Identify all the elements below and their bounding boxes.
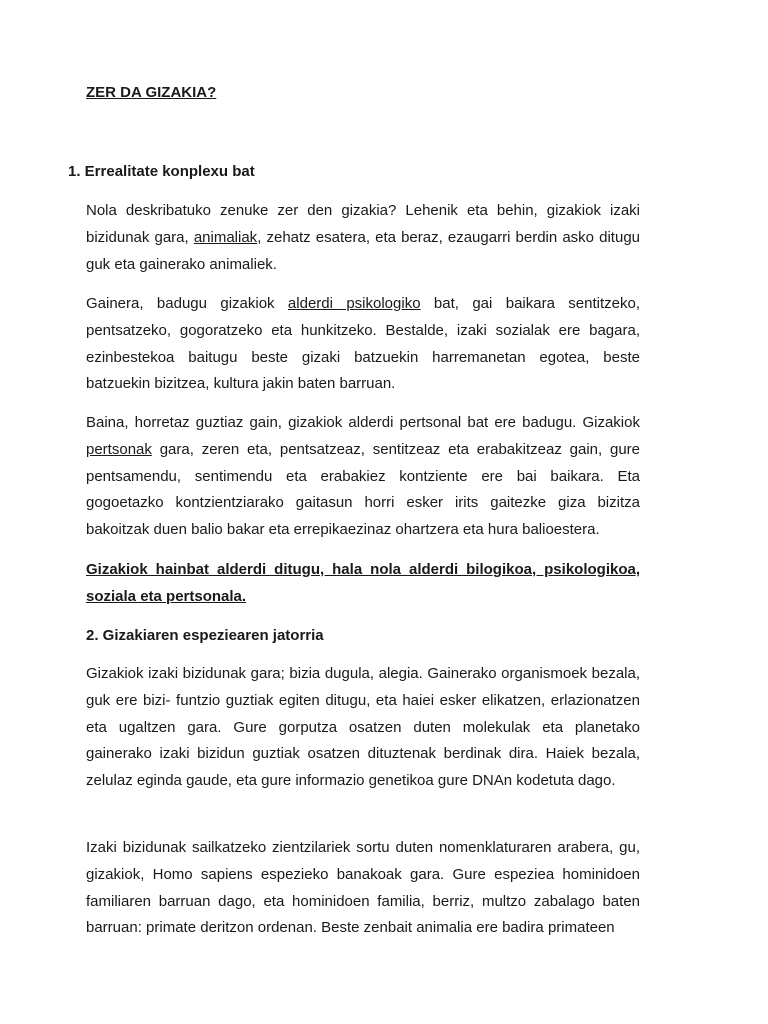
paragraph-text: gara, zeren eta, pentsatzeaz, sentitzeaz eta erabakitzeaz gain, gure pentsamendu, sentimendu eta erabakiez kontziente ere bai baikara. Eta gogoetazko kontzientziarako gaitasun horri esker irits gaitezke giza bizitza bakoitzak duen balio bakar eta errepikaezinaz ohartzera eta hura balioestera. xyxy=(86,440,640,539)
underlined-term-animaliak: animaliak xyxy=(193,228,258,246)
section-1-summary xyxy=(86,557,640,611)
document-title: ZER DA GIZAKIA? xyxy=(86,84,217,101)
paragraph-text: Nola deskribatuko zenuke zer den gizakia? Lehenik eta behin, gizakiok izaki bizidunak gara, xyxy=(86,202,640,246)
paragraph-text: bat, gai baikara sentitzeko, pentsatzeko, gogoratzeko eta hunkitzeko. Bestalde, izaki sozialak ere bagara, ezinbestekoa baitugu beste gizaki batzuekin harremanetan egotea, beste batzuekin bizitzea, kultura jakin baten barruan. xyxy=(86,295,641,393)
paragraph-text: Gainera, badugu gizakiok xyxy=(86,295,288,312)
section-1-paragraph-2 xyxy=(86,291,640,398)
paragraph-text: Baina, horretaz guztiaz gain, gizakiok alderdi pertsonal bat ere badugu. Gizakiok xyxy=(86,414,640,431)
underlined-term-alderdi-psikologiko: alderdi psikologiko xyxy=(287,295,421,312)
section-1-heading: 1. Errealitate konplexu bat xyxy=(68,163,255,180)
paragraph-text: , zehatz esatera, eta beraz, ezaugarri berdin asko ditugu guk eta gainerako animaliek. xyxy=(86,228,641,273)
section-2-title: Gizakiaren espeziearen jatorria xyxy=(98,627,324,644)
section-2-paragraph-1: Gizakiok izaki bizidunak gara; bizia dugula, alegia. Gainerako organismoek bezala, guk ere bizi- funtzio guztiak egiten ditugu, eta haiei esker elikatzen, erlazionatzen eta ugaltzen gara. Gure gorputza osatzen duten molekulak eta planetako gainerako izaki bizidun guztiak osatzen dituztenak berdinak dira. Haiek bezala, zelulaz eginda gaude, eta gure informazio genetikoa gure DNAn kodetuta dago. xyxy=(86,665,640,790)
section-2-number: 2. xyxy=(86,627,99,644)
section-1-paragraph-1 xyxy=(86,198,640,278)
section-2-heading xyxy=(86,627,324,644)
section-2-paragraph-2: Izaki bizidunak sailkatzeko zientzilariek sortu duten nomenklaturaren arabera, gu, gizakiok, Homo sapiens espezieko banakoak gara. Gure espeziea hominidoen familiaren barruan dago, eta hominidoen familia, berriz, multzo zabalago baten barruan: primate deritzon ordenan. Beste zenbait animalia ere badira primateen xyxy=(86,839,640,937)
underlined-term-pertsonala: pertsonala. xyxy=(166,587,247,605)
summary-text: Gizakiok hainbat alderdi ditugu, hala nola alderdi bilogikoa, psikologikoa, soziala eta xyxy=(86,561,640,605)
section-1-paragraph-3 xyxy=(86,410,640,544)
underlined-term-pertsonak: pertsonak xyxy=(86,440,152,458)
